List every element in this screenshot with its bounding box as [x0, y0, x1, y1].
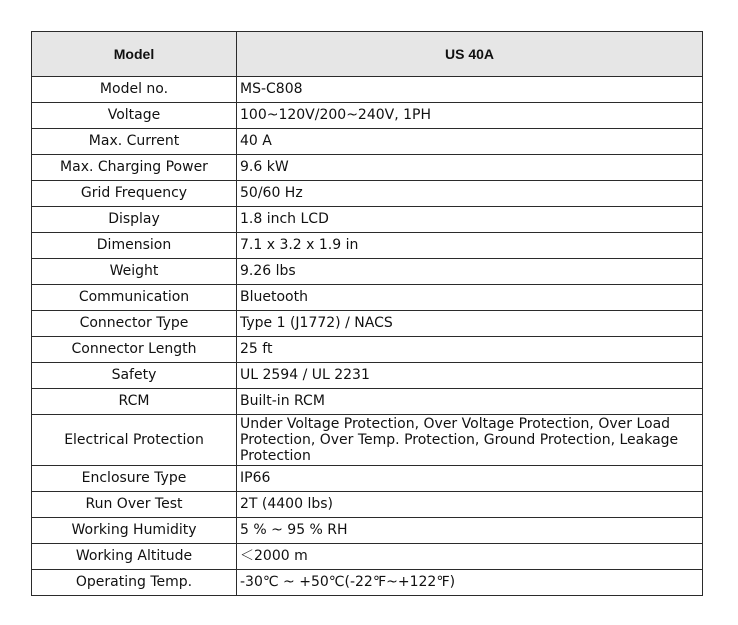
table-row	[32, 544, 703, 570]
row-value: 5 % ~ 95 % RH	[237, 518, 703, 544]
row-label: Display	[32, 207, 237, 233]
row-label: RCM	[32, 389, 237, 415]
row-value: 9.26 lbs	[237, 259, 703, 285]
row-value: Under Voltage Protection, Over Voltage Protection, Over Load Protection, Over Temp. Protection, Ground Protection, Leakage Protection	[237, 415, 703, 466]
table-row	[32, 415, 703, 466]
row-value: 100~120V/200~240V, 1PH	[237, 103, 703, 129]
row-value: UL 2594 / UL 2231	[237, 363, 703, 389]
table-row	[32, 363, 703, 389]
row-label: Working Humidity	[32, 518, 237, 544]
table-row	[32, 259, 703, 285]
row-value: -30℃ ~ +50℃(-22℉~+122℉)	[237, 570, 703, 596]
header-value: US 40A	[237, 32, 703, 77]
row-label: Safety	[32, 363, 237, 389]
row-label: Voltage	[32, 103, 237, 129]
table-row	[32, 337, 703, 363]
row-label: Connector Length	[32, 337, 237, 363]
row-value: 25 ft	[237, 337, 703, 363]
row-value: Built-in RCM	[237, 389, 703, 415]
row-value: 9.6 kW	[237, 155, 703, 181]
row-label: Max. Charging Power	[32, 155, 237, 181]
row-label: Model no.	[32, 77, 237, 103]
table-row	[32, 233, 703, 259]
row-label: Grid Frequency	[32, 181, 237, 207]
table-row	[32, 103, 703, 129]
row-value: 50/60 Hz	[237, 181, 703, 207]
row-value: MS-C808	[237, 77, 703, 103]
row-label: Weight	[32, 259, 237, 285]
row-value: ＜2000 m	[237, 544, 703, 570]
row-value: 2T (4400 lbs)	[237, 492, 703, 518]
table-row	[32, 207, 703, 233]
row-label: Connector Type	[32, 311, 237, 337]
table-row	[32, 155, 703, 181]
table-header-row	[32, 32, 703, 77]
row-value: IP66	[237, 466, 703, 492]
table-row	[32, 570, 703, 596]
table-row	[32, 129, 703, 155]
spec-table	[31, 31, 703, 596]
row-value: 7.1 x 3.2 x 1.9 in	[237, 233, 703, 259]
table-row	[32, 466, 703, 492]
table-row	[32, 77, 703, 103]
header-label: Model	[32, 32, 237, 77]
row-label: Max. Current	[32, 129, 237, 155]
row-label: Enclosure Type	[32, 466, 237, 492]
row-value: Bluetooth	[237, 285, 703, 311]
row-label: Operating Temp.	[32, 570, 237, 596]
row-value: 1.8 inch LCD	[237, 207, 703, 233]
row-label: Run Over Test	[32, 492, 237, 518]
row-value: 40 A	[237, 129, 703, 155]
table-row	[32, 389, 703, 415]
row-label: Electrical Protection	[32, 415, 237, 466]
table-row	[32, 285, 703, 311]
row-label: Dimension	[32, 233, 237, 259]
row-value: Type 1 (J1772) / NACS	[237, 311, 703, 337]
table-row	[32, 311, 703, 337]
table-row	[32, 518, 703, 544]
table-row	[32, 181, 703, 207]
table-row	[32, 492, 703, 518]
row-label: Communication	[32, 285, 237, 311]
row-label: Working Altitude	[32, 544, 237, 570]
